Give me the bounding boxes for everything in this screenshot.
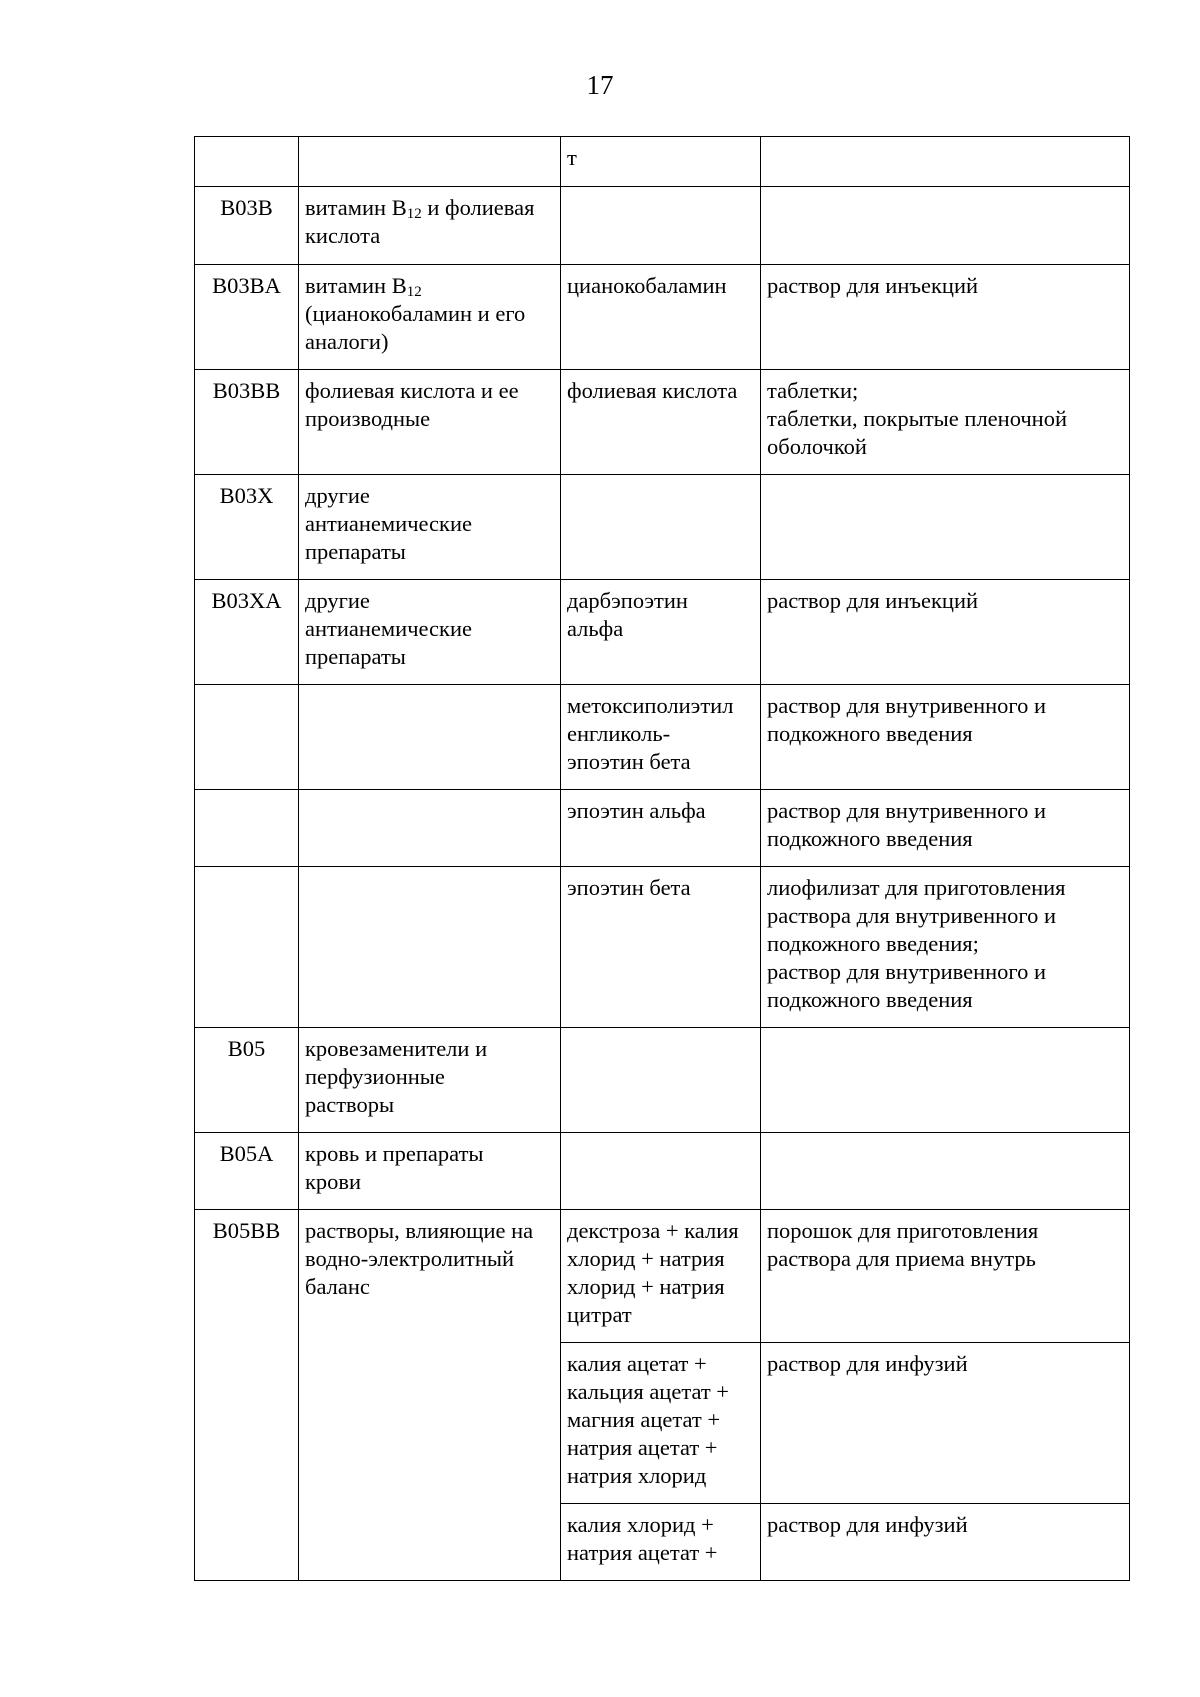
atc-code-cell: B05 [195, 1028, 299, 1133]
atc-code-cell: B03BB [195, 370, 299, 475]
table-row [195, 370, 1130, 475]
table-row [195, 790, 1130, 867]
inn-cell [561, 1133, 761, 1210]
table-row [195, 685, 1130, 790]
group-cell: витамин $B_{12}$ и фолиевая кислота [299, 187, 561, 265]
drug-table [194, 136, 1130, 1581]
inn-cell [561, 187, 761, 265]
dosage-form-cell [761, 137, 1130, 187]
atc-code-cell: B03XA [195, 580, 299, 685]
inn-cell: т [561, 137, 761, 187]
atc-code-cell [195, 867, 299, 1028]
table-row [195, 580, 1130, 685]
table-row [195, 1210, 1130, 1343]
table-row [195, 867, 1130, 1028]
table-row [195, 1028, 1130, 1133]
group-cell [299, 685, 561, 790]
inn-cell: цианокобаламин [561, 265, 761, 370]
group-cell: кровь и препараты крови [299, 1133, 561, 1210]
group-cell: другие антианемические препараты [299, 580, 561, 685]
inn-cell: декстроза + калия хлорид + натрия хлорид + натрия цитрат [561, 1210, 761, 1343]
atc-code-cell [195, 685, 299, 790]
atc-code-cell: B03BA [195, 265, 299, 370]
atc-code-cell: B03X [195, 475, 299, 580]
dosage-form-cell: раствор для внутривенного и подкожного введения [761, 790, 1130, 867]
group-cell [299, 867, 561, 1028]
table-row [195, 137, 1130, 187]
dosage-form-cell: раствор для внутривенного и подкожного введения [761, 685, 1130, 790]
dosage-form-cell: раствор для инфузий [761, 1343, 1130, 1504]
table-row [195, 265, 1130, 370]
table-row [195, 187, 1130, 265]
dosage-form-cell [761, 1028, 1130, 1133]
group-cell: растворы, влияющие на водно-электролитный баланс [299, 1210, 561, 1581]
inn-cell: метоксиполиэтил енгликоль- эпоэтин бета [561, 685, 761, 790]
inn-cell: калия хлорид + натрия ацетат + [561, 1504, 761, 1581]
atc-code-cell: B05A [195, 1133, 299, 1210]
dosage-form-cell [761, 187, 1130, 265]
atc-code-cell [195, 790, 299, 867]
inn-cell: эпоэтин бета [561, 867, 761, 1028]
inn-cell: дарбэпоэтин альфа [561, 580, 761, 685]
inn-cell: эпоэтин альфа [561, 790, 761, 867]
inn-cell [561, 475, 761, 580]
atc-code-cell: B03B [195, 187, 299, 265]
dosage-form-cell: порошок для приготовления раствора для приема внутрь [761, 1210, 1130, 1343]
group-cell: фолиевая кислота и ее производные [299, 370, 561, 475]
group-cell: другие антианемические препараты [299, 475, 561, 580]
dosage-form-cell: таблетки; таблетки, покрытые пленочной оболочкой [761, 370, 1130, 475]
dosage-form-cell: раствор для инфузий [761, 1504, 1130, 1581]
group-cell: витамин $B_{12}$ (цианокобаламин и его аналоги) [299, 265, 561, 370]
inn-cell [561, 1028, 761, 1133]
inn-cell: калия ацетат + кальция ацетат + магния ацетат + натрия ацетат + натрия хлорид [561, 1343, 761, 1504]
table-row [195, 475, 1130, 580]
group-cell: кровезаменители и перфузионные растворы [299, 1028, 561, 1133]
group-cell [299, 790, 561, 867]
dosage-form-cell: лиофилизат для приготовления раствора для внутривенного и подкожного введения; раствор для внутривенного и подкожного введения [761, 867, 1130, 1028]
atc-code-cell: B05BB [195, 1210, 299, 1581]
group-cell [299, 137, 561, 187]
dosage-form-cell: раствор для инъекций [761, 580, 1130, 685]
atc-code-cell [195, 137, 299, 187]
dosage-form-cell [761, 1133, 1130, 1210]
inn-cell: фолиевая кислота [561, 370, 761, 475]
page-number: 17 [586, 70, 614, 100]
table-row [195, 1133, 1130, 1210]
dosage-form-cell [761, 475, 1130, 580]
dosage-form-cell: раствор для инъекций [761, 265, 1130, 370]
